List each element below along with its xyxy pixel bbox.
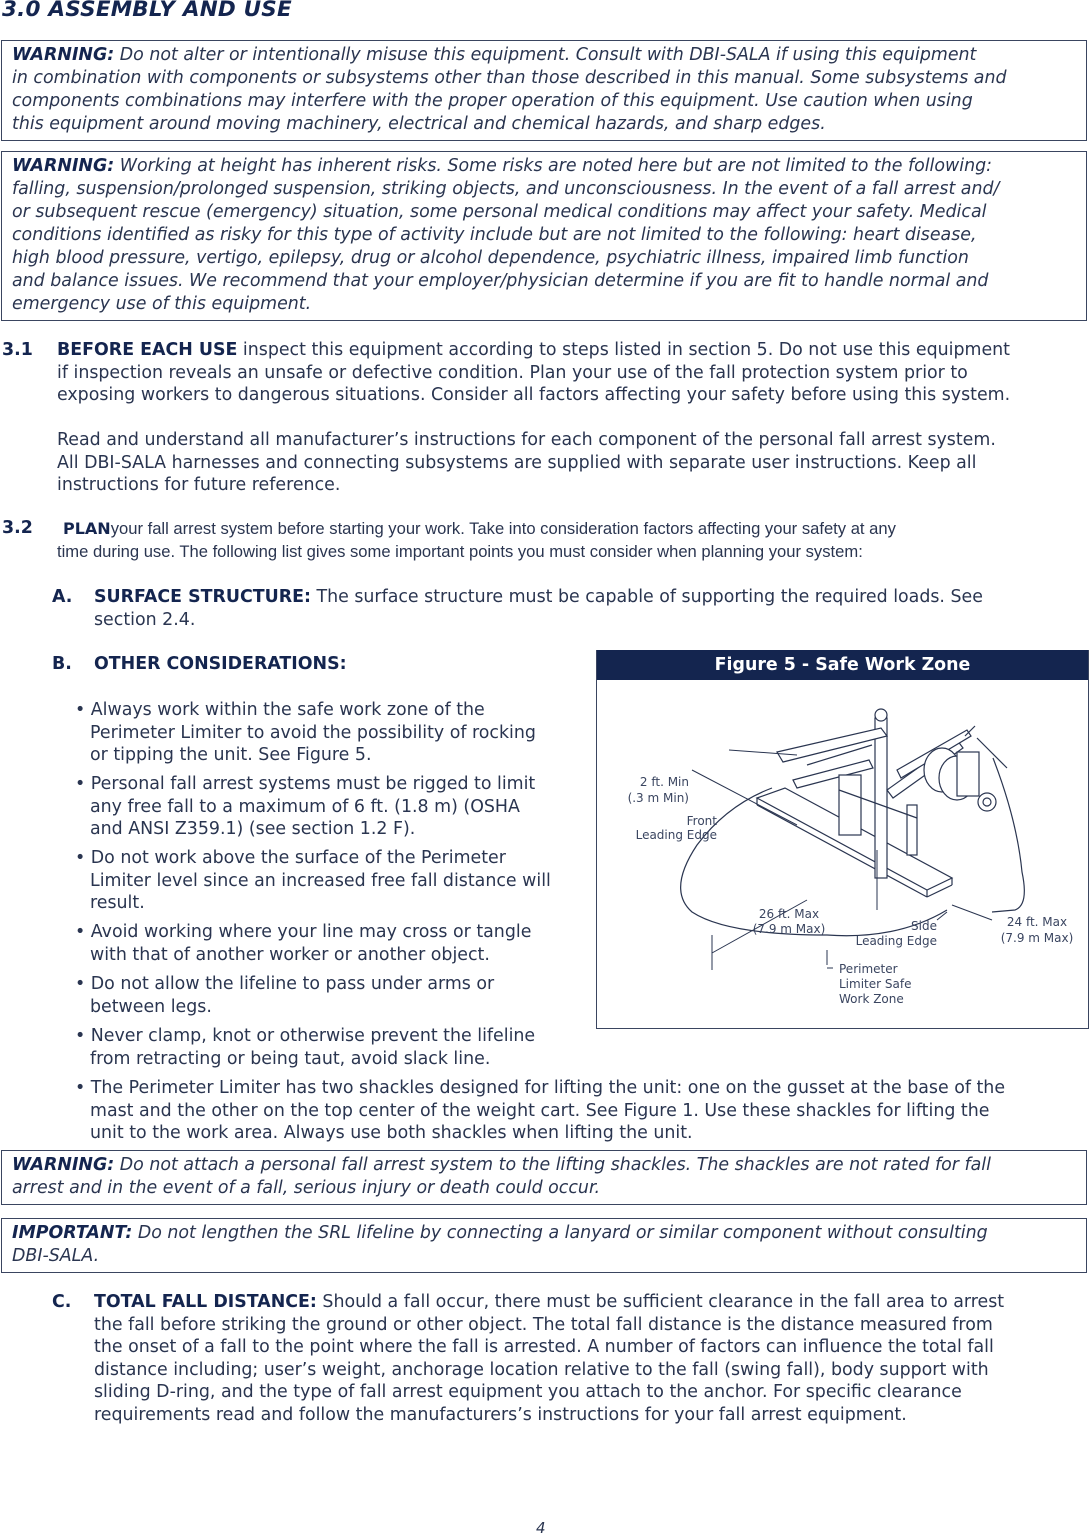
figure-title: Figure 5 - Safe Work Zone xyxy=(597,650,1088,680)
bullet-text: Perimeter Limiter to avoid the possibility of rocking xyxy=(90,722,536,743)
paragraph-text: All DBI-SALA harnesses and connecting subsystems are supplied with separate user instructions. Keep all xyxy=(57,452,977,473)
bullet-text: • Personal fall arrest systems must be rigged to limit xyxy=(75,774,536,794)
section-number-3-1: 3.1 xyxy=(2,340,33,360)
bullet-item xyxy=(75,921,531,966)
label-26ft: 26 ft. Max xyxy=(758,907,820,921)
bullet-item xyxy=(75,1077,1005,1145)
item-c-paragraph xyxy=(94,1291,1089,1427)
item-c-lead: TOTAL FALL DISTANCE: xyxy=(94,1292,317,1312)
warning-text: emergency use of this equipment. xyxy=(12,294,312,314)
bullet-text: • Avoid working where your line may cross or tangle xyxy=(75,922,532,942)
warning-label: WARNING: xyxy=(12,1155,115,1175)
warning-text: conditions identified as risky for this type of activity include but are not limited to the following: heart disease, xyxy=(12,225,977,245)
bullet-text: • The Perimeter Limiter has two shackles designed for lifting the unit: one on the gusset at the base of the xyxy=(75,1078,1006,1098)
bullet-text: with that of another worker or another object. xyxy=(90,944,490,965)
bullet-text: • Do not work above the surface of the Perimeter xyxy=(75,848,506,868)
bullet-text: Limiter level since an increased free fall distance will xyxy=(90,870,551,891)
page-number: 4 xyxy=(536,1519,546,1537)
bullet-text: • Always work within the safe work zone of the xyxy=(75,700,485,720)
item-letter-b: B. xyxy=(52,654,72,674)
bullet-item xyxy=(75,973,494,1018)
bullet-text: • Do not allow the lifeline to pass under arms or xyxy=(75,974,495,994)
item-b-lead: OTHER CONSIDERATIONS: xyxy=(94,654,347,674)
section-3-2-lead: PLAN xyxy=(63,519,111,538)
warning-text: or subsequent rescue (emergency) situation, some personal medical conditions may affect your safety. Medical xyxy=(12,202,987,222)
paragraph-text: The surface structure must be capable of supporting the required loads. See xyxy=(310,587,983,607)
important-label: IMPORTANT: xyxy=(12,1223,133,1243)
label-side: Side xyxy=(911,919,937,933)
bullet-text: and ANSI Z359.1) (see section 1.2 F). xyxy=(90,819,416,840)
bullet-item xyxy=(75,699,536,767)
label-24ft: 24 ft. Max xyxy=(1006,915,1068,929)
safe-work-zone-diagram xyxy=(597,650,1088,1028)
paragraph-text: distance including; user’s weight, anchorage location relative to the fall (swing fall), body support with xyxy=(94,1359,989,1380)
bullet-item xyxy=(75,847,551,915)
bullet-text: between legs. xyxy=(90,996,212,1017)
bullet-text: result. xyxy=(90,893,145,914)
label-front: Front xyxy=(686,814,717,828)
paragraph-text: time during use. The following list gives some important points you must consider when planning your system: xyxy=(57,541,863,561)
warning-box-shackles xyxy=(1,1150,1087,1205)
section-number-3-2: 3.2 xyxy=(2,518,33,538)
wheel xyxy=(978,793,996,811)
bullet-text: mast and the other on the top center of the weight cart. See Figure 1. Use these shackles for lifting the xyxy=(90,1100,990,1121)
paragraph-text: if inspection reveals an unsafe or defective condition. Plan your use of the fall protection system prior to xyxy=(57,362,968,383)
paragraph-text: the fall before striking the ground or other object. The total fall distance is the distance measured from xyxy=(94,1314,993,1335)
warning-text: high blood pressure, vertigo, epilepsy, drug or alcohol dependence, psychiatric illness, impaired limb function xyxy=(12,248,969,268)
dimension-line-24ft xyxy=(952,905,992,920)
paragraph-text: requirements read and follow the manufacturers’s instructions for your fall arrest equipment. xyxy=(94,1404,907,1425)
warning-text: components combinations may interfere with the proper operation of this equipment. Use caution when using xyxy=(12,91,973,111)
label-24ft-metric: (7.9 m Max) xyxy=(1000,931,1074,945)
label-zone: Limiter Safe xyxy=(839,977,912,991)
paragraph-text: section 2.4. xyxy=(94,609,196,630)
bullet-item xyxy=(75,773,535,841)
label-26ft-metric: (7.9 m Max) xyxy=(752,922,826,936)
paragraph-text: the onset of a fall to the point where the fall is arrested. A number of factors can influence the total fall xyxy=(94,1337,994,1358)
label-min-metric: (.3 m Min) xyxy=(627,791,689,805)
warning-text: in combination with components or subsystems other than those described in this manual. Some subsystems and xyxy=(12,68,1007,88)
warning-text: falling, suspension/prolonged suspension, striking objects, and unconsciousness. In the event of a fall arrest and/ xyxy=(12,179,1000,199)
warning-text: and balance issues. We recommend that your employer/physician determine if you are fit to handle normal and xyxy=(12,271,989,291)
section-3-2-paragraph xyxy=(57,518,1087,563)
important-box xyxy=(1,1218,1087,1273)
paragraph-text: Read and understand all manufacturer’s instructions for each component of the personal fall arrest system. xyxy=(57,430,996,450)
bullet-text: any free fall to a maximum of 6 ft. (1.8 m) (OSHA xyxy=(90,796,520,817)
label-zone: Perimeter xyxy=(839,962,898,976)
item-a-paragraph xyxy=(94,586,1089,631)
paragraph-text: your fall arrest system before starting your work. Take into consideration factors affecting your safety at any xyxy=(110,519,896,538)
warning-text: Do not attach a personal fall arrest system to the lifting shackles. The shackles are not rated for fall xyxy=(114,1155,991,1175)
item-letter-a: A. xyxy=(52,587,73,607)
section-title: 3.0 ASSEMBLY AND USE xyxy=(2,0,292,22)
label-front-leading-edge: Leading Edge xyxy=(635,828,717,842)
warning-label: WARNING: xyxy=(12,45,115,65)
paragraph-text: instructions for future reference. xyxy=(57,475,341,496)
paragraph-text: exposing workers to dangerous situations. Consider all factors affecting your safety before using this system. xyxy=(57,385,1011,406)
section-3-1-paragraph xyxy=(57,339,1087,407)
surface-edge-line xyxy=(992,758,1024,912)
label-side-leading-edge: Leading Edge xyxy=(855,934,937,948)
figure-safe-work-zone xyxy=(596,650,1089,1029)
bullet-text: from retracting or being taut, avoid slack line. xyxy=(90,1048,491,1069)
bullet-text: unit to the work area. Always use both shackles when lifting the unit. xyxy=(90,1123,693,1144)
warning-label: WARNING: xyxy=(12,156,115,176)
label-zone: Work Zone xyxy=(839,992,904,1006)
section-3-1-paragraph-2 xyxy=(57,429,1087,497)
section-3-1-lead: BEFORE EACH USE xyxy=(57,340,238,360)
item-letter-c: C. xyxy=(52,1292,72,1312)
warning-text: this equipment around moving machinery, electrical and chemical hazards, and sharp edges. xyxy=(12,114,826,134)
bullet-text: • Never clamp, knot or otherwise prevent the lifeline xyxy=(75,1026,536,1046)
warning-text: arrest and in the event of a fall, serious injury or death could occur. xyxy=(12,1178,601,1198)
paragraph-text: Should a fall occur, there must be sufficient clearance in the fall area to arrest xyxy=(316,1292,1005,1312)
important-text: Do not lengthen the SRL lifeline by connecting a lanyard or similar component without consulting xyxy=(132,1223,988,1243)
warning-box-risks xyxy=(1,151,1087,321)
warning-text: Do not alter or intentionally misuse this equipment. Consult with DBI-SALA if using this equipment xyxy=(114,45,977,65)
item-a-lead: SURFACE STRUCTURE: xyxy=(94,587,311,607)
warning-text: Working at height has inherent risks. Some risks are noted here but are not limited to the following: xyxy=(114,156,992,176)
important-text: DBI-SALA. xyxy=(12,1246,100,1266)
bullet-text: or tipping the unit. See Figure 5. xyxy=(90,745,372,766)
warning-box-misuse xyxy=(1,40,1087,141)
bullet-item xyxy=(75,1025,535,1070)
label-min: 2 ft. Min xyxy=(639,775,689,789)
paragraph-text: sliding D-ring, and the type of fall arrest equipment you attach to the anchor. For specific clearance xyxy=(94,1382,962,1403)
paragraph-text: inspect this equipment according to steps listed in section 5. Do not use this equipment xyxy=(237,340,1011,360)
